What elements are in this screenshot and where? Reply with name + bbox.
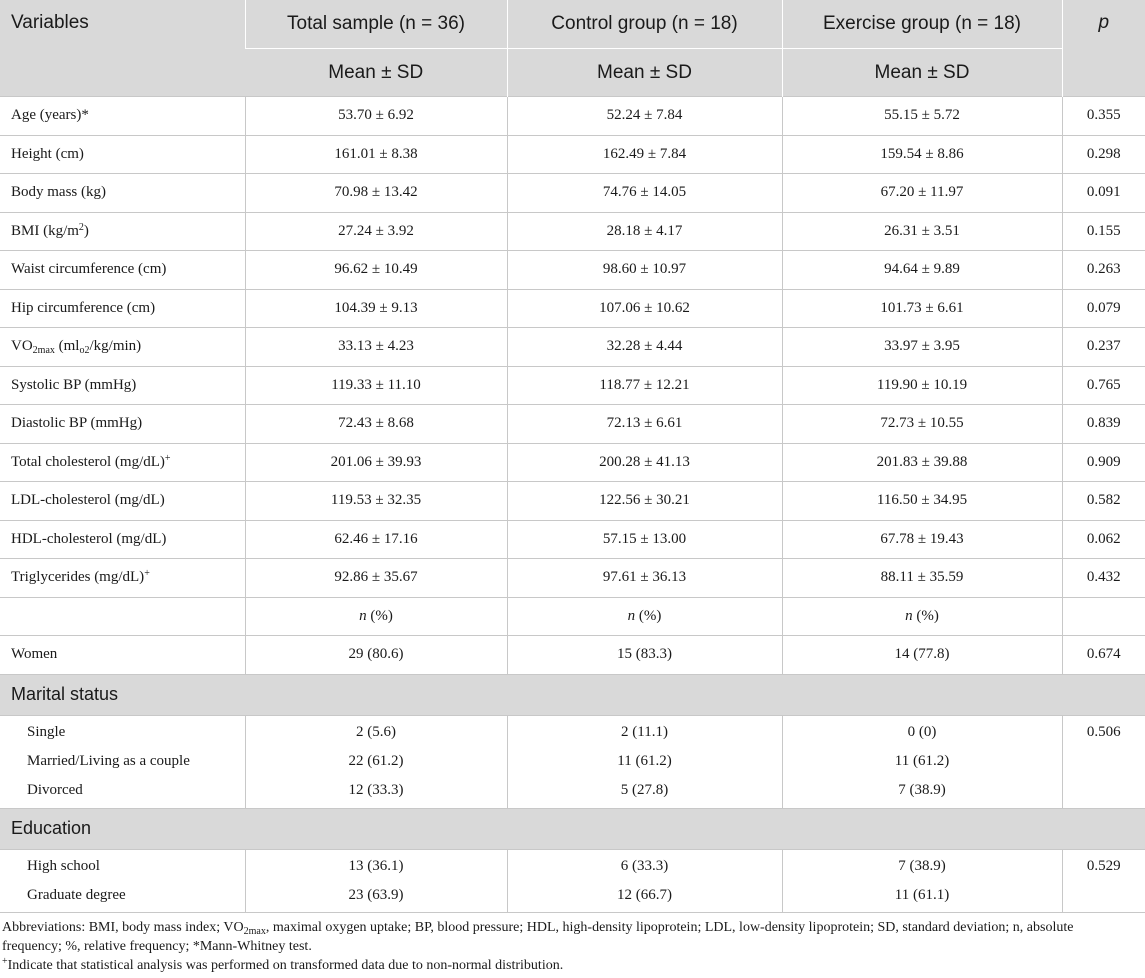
cell-total: 13 (36.1) [348, 857, 404, 874]
row-label: Diastolic BP (mmHg) [0, 405, 245, 444]
cell-exercise: 0 (0) [907, 723, 937, 740]
group-row-marital [0, 715, 1145, 808]
n-symbol: n [627, 607, 636, 624]
abbreviations-note [2, 918, 1132, 956]
cell-p: 0.155 [1062, 212, 1145, 251]
group-exercise [782, 715, 1062, 808]
row-label: Height (cm) [0, 135, 245, 174]
cell-p: 0.674 [1062, 636, 1145, 675]
cell-p: 0.298 [1062, 135, 1145, 174]
cell-control: 32.28 ± 4.44 [507, 328, 782, 367]
row-label: Women [0, 636, 245, 675]
cell-control: 52.24 ± 7.84 [507, 97, 782, 136]
cell-total: 29 (80.6) [245, 636, 507, 675]
cell-p: 0.079 [1062, 289, 1145, 328]
cell-p: 0.355 [1062, 97, 1145, 136]
cell-exercise: 26.31 ± 3.51 [782, 212, 1062, 251]
list-item-label: Single [27, 723, 66, 740]
cell-control: 28.18 ± 4.17 [507, 212, 782, 251]
row-label: Systolic BP (mmHg) [0, 366, 245, 405]
cell-exercise: 94.64 ± 9.89 [782, 251, 1062, 290]
table-row [0, 328, 1145, 367]
cell-p: 0.909 [1062, 443, 1145, 482]
cell-p: 0.839 [1062, 405, 1145, 444]
list-item-label: Married/Living as a couple [27, 752, 190, 769]
cell-control: 72.13 ± 6.61 [507, 405, 782, 444]
cell-p: 0.765 [1062, 366, 1145, 405]
row-label [0, 212, 245, 251]
cell-p: 0.237 [1062, 328, 1145, 367]
section-title-education: Education [0, 808, 1145, 849]
cell-total: 53.70 ± 6.92 [245, 97, 507, 136]
cell-total: 22 (61.2) [348, 752, 404, 769]
label-text: ) [83, 222, 89, 239]
subheader-mean-sd: Mean ± SD [245, 49, 507, 97]
subheader-mean-sd: Mean ± SD [782, 49, 1062, 97]
row-label [0, 559, 245, 598]
row-label: LDL-cholesterol (mg/dL) [0, 482, 245, 521]
label-text: /kg/min) [89, 338, 142, 355]
cell-control: 2 (11.1) [621, 723, 668, 740]
cell-control: 12 (66.7) [617, 886, 672, 903]
cell-exercise: 11 (61.1) [894, 886, 950, 903]
label-text: BMI (kg/m [11, 222, 79, 239]
cell-control: 107.06 ± 10.62 [507, 289, 782, 328]
table-row [0, 443, 1145, 482]
cell-control: 97.61 ± 36.13 [507, 559, 782, 598]
cell-p: 0.506 [1086, 723, 1121, 740]
cell-exercise: 88.11 ± 35.59 [782, 559, 1062, 598]
row-label: Waist circumference (cm) [0, 251, 245, 290]
row-label [0, 443, 245, 482]
section-title-marital: Marital status [0, 674, 1145, 715]
cell-p: 0.062 [1062, 520, 1145, 559]
table-row [0, 405, 1145, 444]
table-row [0, 366, 1145, 405]
cell-control: 162.49 ± 7.84 [507, 135, 782, 174]
group-control [507, 715, 782, 808]
group-total [245, 715, 507, 808]
label-superscript: + [164, 452, 171, 464]
row-label: Age (years)* [0, 97, 245, 136]
row-label: Hip circumference (cm) [0, 289, 245, 328]
cell-total: 2 (5.6) [356, 723, 396, 740]
group-p [1062, 849, 1145, 912]
header-total: Total sample (n = 36) [245, 0, 507, 49]
cell-control: 98.60 ± 10.97 [507, 251, 782, 290]
percent-label: (%) [366, 607, 393, 624]
header-row [0, 0, 1145, 49]
cell-total: 161.01 ± 8.38 [245, 135, 507, 174]
transformed-data-note [2, 956, 1132, 975]
group-control [507, 849, 782, 912]
table-row [0, 251, 1145, 290]
header-p: p [1062, 0, 1145, 97]
cell-exercise: 101.73 ± 6.61 [782, 289, 1062, 328]
cell-exercise: 72.73 ± 10.55 [782, 405, 1062, 444]
cell-control: 200.28 ± 41.13 [507, 443, 782, 482]
row-label: Body mass (kg) [0, 174, 245, 213]
cell-total: 33.13 ± 4.23 [245, 328, 507, 367]
cell-total: 104.39 ± 9.13 [245, 289, 507, 328]
list-item-label: High school [27, 857, 100, 874]
cell-exercise: 11 (61.2) [894, 752, 950, 769]
cell-exercise: 55.15 ± 5.72 [782, 97, 1062, 136]
cell-p: 0.432 [1062, 559, 1145, 598]
label-subscript: o2 [79, 345, 90, 357]
cell-control: 5 (27.8) [620, 781, 669, 798]
cell-control: 15 (83.3) [507, 636, 782, 675]
cell-total: 12 (33.3) [348, 781, 404, 798]
percent-label: (%) [635, 607, 662, 624]
cell-exercise: 14 (77.8) [782, 636, 1062, 675]
cell-control: 57.15 ± 13.00 [507, 520, 782, 559]
row-label [0, 328, 245, 367]
group-labels [0, 849, 245, 912]
cell-p: 0.529 [1086, 857, 1121, 874]
cell-total: 72.43 ± 8.68 [245, 405, 507, 444]
table-row [0, 174, 1145, 213]
label-text: (ml [54, 338, 80, 355]
table-row [0, 520, 1145, 559]
cell-exercise: 116.50 ± 34.95 [782, 482, 1062, 521]
group-exercise [782, 849, 1062, 912]
table-footnotes [0, 918, 1132, 975]
n-symbol: n [905, 607, 913, 624]
table-row [0, 97, 1145, 136]
label-superscript: + [144, 568, 150, 580]
cell-exercise: 119.90 ± 10.19 [782, 366, 1062, 405]
cell-n-percent-header [507, 597, 782, 636]
cell-exercise: 159.54 ± 8.86 [782, 135, 1062, 174]
label-text: Total cholesterol (mg/dL) [11, 453, 165, 470]
cell-control: 74.76 ± 14.05 [507, 174, 782, 213]
header-variables: Variables [0, 0, 245, 97]
cell-control: 11 (61.2) [617, 752, 672, 769]
note-text: Abbreviations: BMI, body mass index; VO [2, 920, 244, 935]
header-exercise: Exercise group (n = 18) [782, 0, 1062, 49]
n-percent-header-row [0, 597, 1145, 636]
cell-control: 122.56 ± 30.21 [507, 482, 782, 521]
cell-total: 92.86 ± 35.67 [245, 559, 507, 598]
note-subscript: 2max [243, 926, 266, 937]
cell-exercise: 7 (38.9) [898, 781, 946, 798]
section-row-education [0, 808, 1145, 849]
header-control: Control group (n = 18) [507, 0, 782, 49]
note-superscript: + [2, 956, 8, 967]
label-subscript: 2max [32, 345, 55, 357]
table-row [0, 135, 1145, 174]
cell-p: 0.582 [1062, 482, 1145, 521]
group-row-education [0, 849, 1145, 912]
cell-total: 201.06 ± 39.93 [245, 443, 507, 482]
cell-control: 118.77 ± 12.21 [507, 366, 782, 405]
cell-total: 119.33 ± 11.10 [245, 366, 507, 405]
cell-control: 6 (33.3) [620, 857, 669, 874]
subheader-mean-sd: Mean ± SD [507, 49, 782, 97]
cell-n-percent-header [245, 597, 507, 636]
percent-label: (%) [912, 607, 939, 624]
cell-empty [1062, 597, 1145, 636]
list-item-label: Graduate degree [27, 886, 126, 903]
cell-total: 27.24 ± 3.92 [245, 212, 507, 251]
n-symbol: n [359, 607, 367, 624]
table-row [0, 482, 1145, 521]
cell-p: 0.263 [1062, 251, 1145, 290]
cell-exercise: 201.83 ± 39.88 [782, 443, 1062, 482]
cell-p: 0.091 [1062, 174, 1145, 213]
label-text: Triglycerides (mg/dL) [11, 569, 145, 586]
table-row-women [0, 636, 1145, 675]
cell-total: 62.46 ± 17.16 [245, 520, 507, 559]
note-text: , maximal oxygen uptake; BP, blood pressure; HDL, high-density lipoprotein; LDL, low-density lipoprotein; SD, standard deviation; n, absolute frequency; %, relative frequency; *Mann-Whitney test. [2, 920, 1074, 954]
note-text: Indicate that statistical analysis was performed on transformed data due to non-normal distribution. [7, 958, 564, 973]
list-item-label: Divorced [27, 781, 83, 798]
table-row [0, 559, 1145, 598]
cell-total: 96.62 ± 10.49 [245, 251, 507, 290]
cell-exercise: 67.20 ± 11.97 [782, 174, 1062, 213]
section-row-marital [0, 674, 1145, 715]
label-text: VO [11, 338, 33, 355]
cell-total: 119.53 ± 32.35 [245, 482, 507, 521]
group-p [1062, 715, 1145, 808]
cell-exercise: 7 (38.9) [898, 857, 946, 874]
row-label: HDL-cholesterol (mg/dL) [0, 520, 245, 559]
group-total [245, 849, 507, 912]
cell-total: 23 (63.9) [348, 886, 404, 903]
cell-total: 70.98 ± 13.42 [245, 174, 507, 213]
table-row [0, 289, 1145, 328]
cell-exercise: 33.97 ± 3.95 [782, 328, 1062, 367]
table-row [0, 212, 1145, 251]
group-labels [0, 715, 245, 808]
cell-n-percent-header [782, 597, 1062, 636]
cell-exercise: 67.78 ± 19.43 [782, 520, 1062, 559]
row-label-empty [0, 597, 245, 636]
label-superscript: 2 [78, 221, 84, 233]
